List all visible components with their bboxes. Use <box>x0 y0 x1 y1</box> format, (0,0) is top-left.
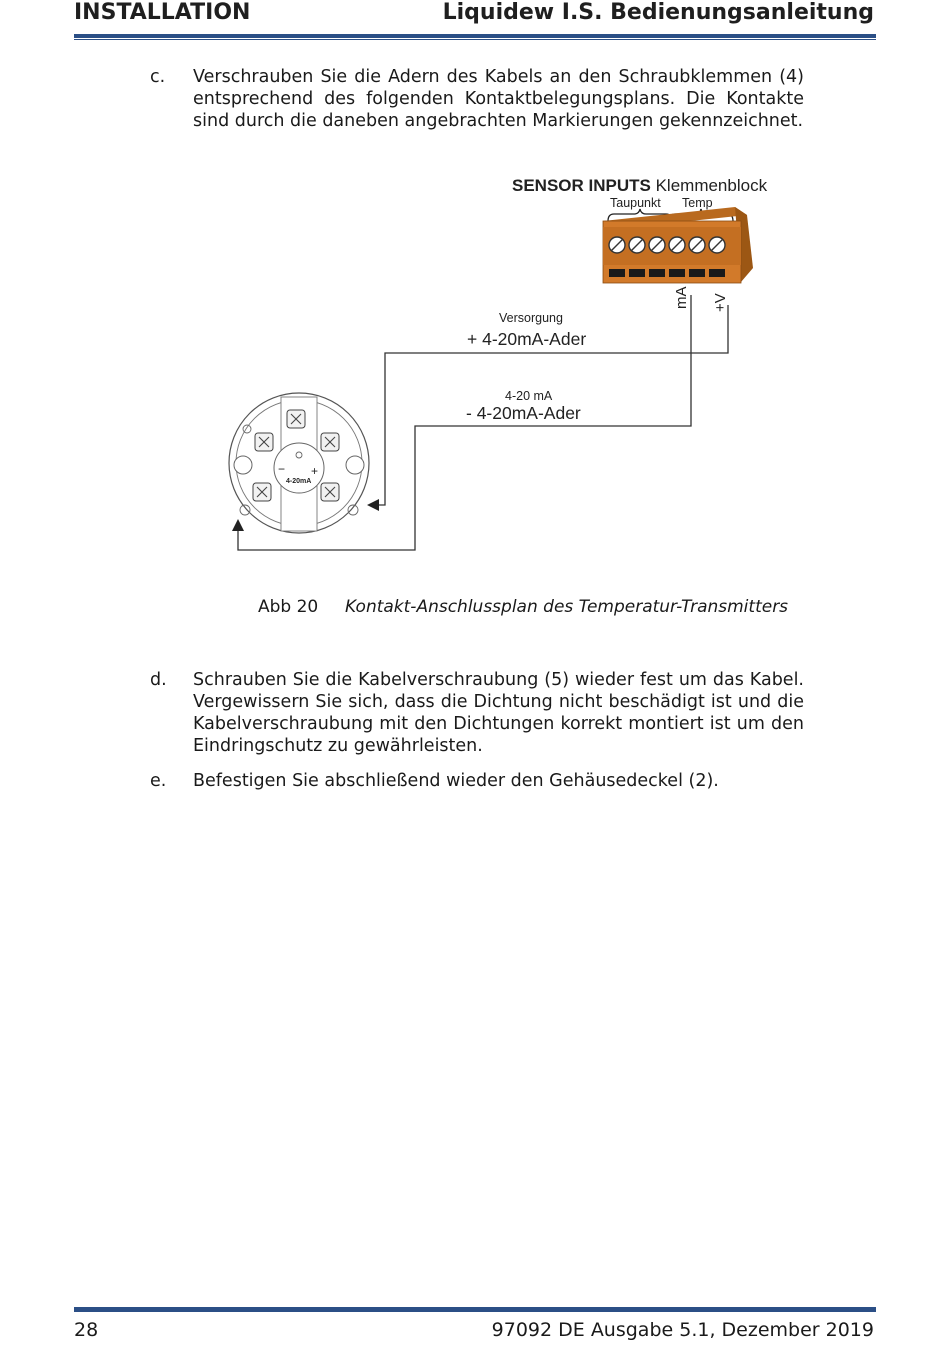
page-number: 28 <box>74 1319 99 1341</box>
step-label: e. <box>150 771 167 791</box>
step-label: c. <box>150 67 166 87</box>
transmitter-minus: − <box>278 462 286 476</box>
terminal-block <box>603 207 753 283</box>
step-text: Befestigen Sie abschließend wieder den Gehäusedeckel (2). <box>193 771 719 791</box>
transmitter-label: 4-20mA <box>286 478 312 485</box>
supply-label: Versorgung <box>499 311 563 325</box>
step-text: Verschrauben Sie die Adern des Kabels an den Schraubklemmen (4) entsprechend des folgenden Kontaktbelegungsplans. Die Kontakte sind durch die daneben angebrachten Markierungen gekennzeichnet. <box>193 67 804 131</box>
pin-v-label: +V <box>712 293 729 312</box>
minus-wire-arrow <box>232 519 244 531</box>
step-c <box>150 66 804 132</box>
wiring-diagram <box>225 165 785 560</box>
pin-ma-label: mA <box>673 286 690 309</box>
document-id: 97092 DE Ausgabe 5.1, Dezember 2019 <box>491 1319 874 1341</box>
transmitter-plus: + <box>311 464 319 478</box>
group-temp-label: Temp <box>682 196 713 210</box>
plus-wire-arrow <box>367 499 379 511</box>
header-title: Liquidew I.S. Bedienungsanleitung <box>442 0 874 25</box>
header-section: INSTALLATION <box>74 0 251 25</box>
step-text: Schrauben Sie die Kabelverschraubung (5) wieder fest um das Kabel. Vergewissern Sie sich, dass die Dichtung nicht beschädigt ist und die Kabelverschraubung mit den Dichtungen korrekt montiert ist um den Eindringschutz zu gewährleisten. <box>193 670 804 756</box>
header-rule-thin <box>74 39 876 40</box>
minus-wire-label: - 4-20mA-Ader <box>466 403 581 423</box>
svg-text:SENSOR INPUTS Klemmenblock <box>512 176 768 195</box>
plus-wire-label: + 4-20mA-Ader <box>467 329 587 349</box>
figure-number: Abb 20 <box>258 597 319 617</box>
block-title-bold: SENSOR INPUTS <box>512 176 651 195</box>
current-label: 4-20 mA <box>505 389 553 403</box>
footer-rule <box>74 1307 876 1312</box>
block-title-rest: Klemmenblock <box>650 176 768 195</box>
step-d <box>150 669 804 757</box>
figure-caption: Kontakt-Anschlussplan des Temperatur-Transmitters <box>345 597 789 617</box>
transmitter <box>229 393 369 533</box>
step-e <box>150 770 804 792</box>
step-label: d. <box>150 670 167 690</box>
header-rule <box>74 34 876 38</box>
group-taupunkt-label: Taupunkt <box>610 196 661 210</box>
